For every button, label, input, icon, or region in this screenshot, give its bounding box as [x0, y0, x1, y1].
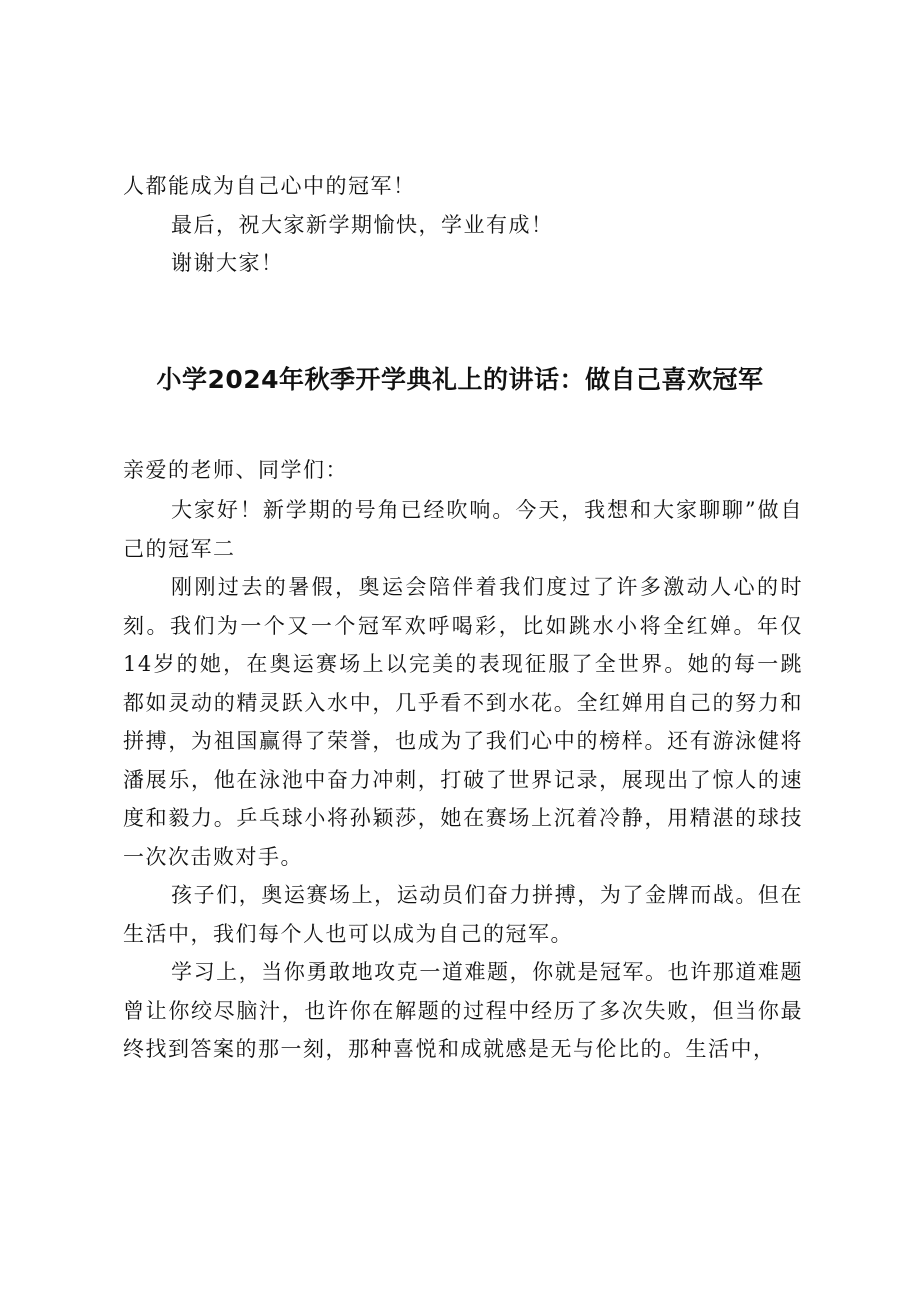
previous-speech-ending — [123, 167, 803, 283]
speech-body — [123, 491, 803, 1069]
paragraph-own-champion: 孩子们，奥运赛场上，运动员们奋力拼搏，为了金牌而战。但在生活中，我们每个人也可以成为自己的冠军。 — [123, 883, 803, 946]
thanks-line: 谢谢大家！ — [171, 251, 284, 275]
closing-wish: 最后，祝大家新学期愉快，学业有成！ — [171, 212, 554, 237]
paragraph-study: 学习上，当你勇敢地攻克一道难题，你就是冠军。也许那道难题曾让你绞尽脑汁，也许你在解题的过程中经历了多次失败，但当你最终找到答案的那一刻，那种喜悦和成就感是无与伦比的。生活中， — [123, 960, 803, 1061]
speech-title: 小学2024年秋季开学典礼上的讲话：做自己喜欢冠军 — [156, 365, 764, 394]
paragraph-greeting: 大家好！新学期的号角已经吹响。今天，我想和大家聊聊”做自己的冠军二 — [123, 498, 803, 561]
salutation: 亲爱的老师、同学们： — [123, 458, 348, 482]
salutation-block — [123, 451, 803, 490]
paragraph-olympics: 刚刚过去的暑假，奥运会陪伴着我们度过了许多激动人心的时刻。我们为一个又一个冠军欢呼喝彩，比如跳水小将全红婵。年仅14岁的她，在奥运赛场上以完美的表现征服了全世界。她的每一跳都如灵动的精灵跃入水中，几乎看不到水花。全红婵用自己的努力和拼搏，为祖国赢得了荣誉，也成为了我们心中的榜样。还有游泳健将潘展乐，他在泳池中奋力冲刺，打破了世界记录，展现出了惊人的速度和毅力。乒乓球小将孙颖莎，她在赛场上沉着冷静，用精湛的球技一次次击败对手。 — [123, 575, 803, 869]
continuation-line: 人都能成为自己心中的冠军！ — [123, 174, 416, 198]
